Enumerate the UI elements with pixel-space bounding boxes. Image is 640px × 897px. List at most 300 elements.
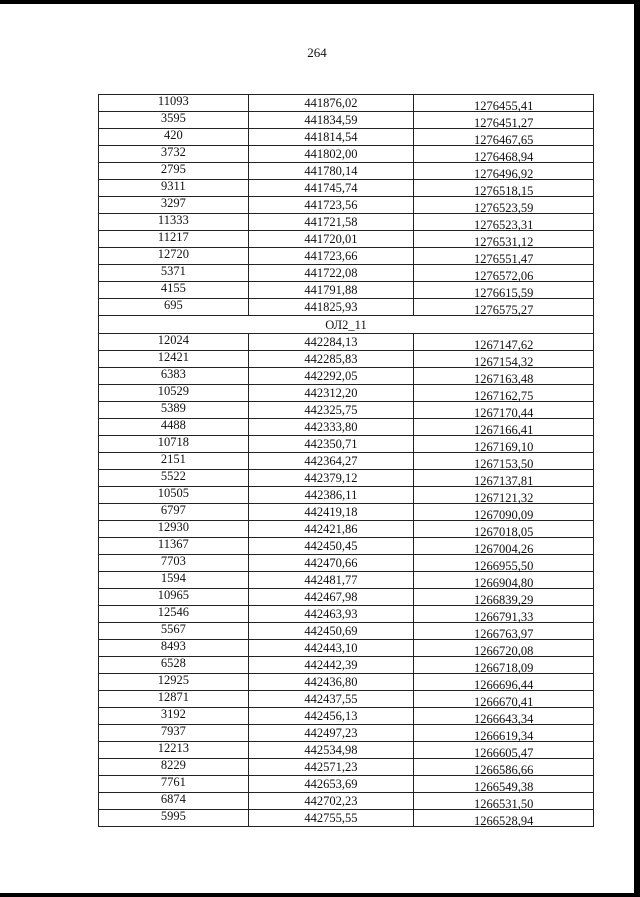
y-coordinate-cell <box>414 674 594 691</box>
cell-text: 1276575,27 <box>473 303 534 317</box>
cell-text: 1266718,09 <box>473 661 534 675</box>
point-id-cell <box>99 419 249 436</box>
x-coordinate-cell <box>248 504 414 521</box>
point-id-cell <box>99 793 249 810</box>
table-row <box>99 265 594 282</box>
point-id-cell <box>99 742 249 759</box>
point-id-cell <box>99 759 249 776</box>
y-coordinate-cell <box>414 129 594 146</box>
cell-text: 2795 <box>160 162 186 176</box>
cell-text: 441814,54 <box>304 130 358 144</box>
point-id-cell <box>99 197 249 214</box>
cell-text: 441791,88 <box>304 283 358 297</box>
x-coordinate-cell <box>248 453 414 470</box>
table-row <box>99 623 594 640</box>
x-coordinate-cell <box>248 334 414 351</box>
y-coordinate-cell <box>414 470 594 487</box>
cell-text: 7703 <box>160 554 186 568</box>
cell-text: 442755,55 <box>304 811 358 825</box>
y-coordinate-cell <box>414 521 594 538</box>
cell-text: 441722,08 <box>304 266 358 280</box>
cell-text: 11367 <box>157 537 189 551</box>
x-coordinate-cell <box>248 555 414 572</box>
point-id-cell <box>99 708 249 725</box>
x-coordinate-cell <box>248 691 414 708</box>
table-row <box>99 129 594 146</box>
y-coordinate-cell <box>414 776 594 793</box>
cell-text: 12213 <box>157 741 189 755</box>
cell-text: 695 <box>163 298 183 312</box>
y-coordinate-cell <box>414 793 594 810</box>
y-coordinate-cell <box>414 146 594 163</box>
point-id-cell <box>99 368 249 385</box>
cell-text: 4488 <box>160 418 186 432</box>
x-coordinate-cell <box>248 180 414 197</box>
y-coordinate-cell <box>414 555 594 572</box>
table-row <box>99 691 594 708</box>
cell-text: 1276531,12 <box>473 235 534 249</box>
x-coordinate-cell <box>248 640 414 657</box>
x-coordinate-cell <box>248 214 414 231</box>
table-row <box>99 112 594 129</box>
point-id-cell <box>99 691 249 708</box>
table-row <box>99 640 594 657</box>
cell-text: 1276468,94 <box>473 150 534 164</box>
cell-text: 1267163,48 <box>473 372 534 386</box>
cell-text: 1266670,41 <box>473 695 534 709</box>
y-coordinate-cell <box>414 810 594 827</box>
section-header-group <box>99 316 594 334</box>
y-coordinate-cell <box>414 436 594 453</box>
table-row <box>99 793 594 810</box>
page-number: 264 <box>307 45 327 60</box>
cell-text: 441802,00 <box>304 147 358 161</box>
cell-text: 442436,80 <box>304 675 358 689</box>
cell-text: 1267121,32 <box>473 491 534 505</box>
cell-text: 442421,86 <box>304 522 358 536</box>
point-id-cell <box>99 572 249 589</box>
point-id-cell <box>99 265 249 282</box>
cell-text: 12871 <box>157 690 189 704</box>
cell-text: 442702,23 <box>304 794 358 808</box>
point-id-cell <box>99 180 249 197</box>
y-coordinate-cell <box>414 197 594 214</box>
x-coordinate-cell <box>248 197 414 214</box>
cell-text: 11333 <box>157 213 189 227</box>
cell-text: 9311 <box>161 179 186 193</box>
y-coordinate-cell <box>414 163 594 180</box>
cell-text: 442481,77 <box>304 573 358 587</box>
y-coordinate-cell <box>414 368 594 385</box>
y-coordinate-cell <box>414 112 594 129</box>
x-coordinate-cell <box>248 708 414 725</box>
x-coordinate-cell <box>248 470 414 487</box>
section-header-row <box>99 316 594 334</box>
cell-text: 1267018,05 <box>473 525 534 539</box>
y-coordinate-cell <box>414 231 594 248</box>
y-coordinate-cell <box>414 487 594 504</box>
cell-text: 1267166,41 <box>473 423 534 437</box>
table-row <box>99 248 594 265</box>
x-coordinate-cell <box>248 95 414 112</box>
cell-text: 3297 <box>160 196 186 210</box>
point-id-cell <box>99 640 249 657</box>
coordinates-group-before <box>99 95 594 316</box>
x-coordinate-cell <box>248 419 414 436</box>
point-id-cell <box>99 606 249 623</box>
point-id-cell <box>99 112 249 129</box>
table-row <box>99 214 594 231</box>
cell-text: 442285,83 <box>304 352 358 366</box>
y-coordinate-cell <box>414 385 594 402</box>
cell-text: 1266643,34 <box>473 712 534 726</box>
x-coordinate-cell <box>248 163 414 180</box>
x-coordinate-cell <box>248 265 414 282</box>
cell-text: 1266839,29 <box>473 593 534 607</box>
table-row <box>99 708 594 725</box>
cell-text: 1267162,75 <box>473 389 534 403</box>
y-coordinate-cell <box>414 759 594 776</box>
cell-text: 6528 <box>160 656 186 670</box>
table-row <box>99 742 594 759</box>
table-row <box>99 776 594 793</box>
point-id-cell <box>99 146 249 163</box>
table-row <box>99 470 594 487</box>
cell-text: 1266791,33 <box>473 610 534 624</box>
cell-text: 3732 <box>160 145 186 159</box>
point-id-cell <box>99 810 249 827</box>
point-id-cell <box>99 334 249 351</box>
point-id-cell <box>99 487 249 504</box>
table-row <box>99 572 594 589</box>
cell-text: 1266528,94 <box>473 814 534 828</box>
table-row <box>99 725 594 742</box>
cell-text: 7937 <box>160 724 186 738</box>
point-id-cell <box>99 299 249 316</box>
cell-text: 1276455,41 <box>473 99 534 113</box>
point-id-cell <box>99 725 249 742</box>
table-row <box>99 555 594 572</box>
cell-text: 1276572,06 <box>473 269 534 283</box>
x-coordinate-cell <box>248 351 414 368</box>
table-row <box>99 299 594 316</box>
cell-text: 1276615,59 <box>473 286 534 300</box>
cell-text: 1276496,92 <box>473 167 534 181</box>
cell-text: 11217 <box>157 230 189 244</box>
cell-text: 442456,13 <box>304 709 358 723</box>
cell-text: 1594 <box>160 571 186 585</box>
table-row <box>99 334 594 351</box>
point-id-cell <box>99 214 249 231</box>
table-row <box>99 95 594 112</box>
table-row <box>99 419 594 436</box>
point-id-cell <box>99 282 249 299</box>
x-coordinate-cell <box>248 606 414 623</box>
table-row <box>99 657 594 674</box>
cell-text: 1266696,44 <box>473 678 534 692</box>
point-id-cell <box>99 674 249 691</box>
table-row <box>99 402 594 419</box>
x-coordinate-cell <box>248 521 414 538</box>
cell-text: 441723,56 <box>304 198 358 212</box>
x-coordinate-cell <box>248 742 414 759</box>
table-row <box>99 351 594 368</box>
point-id-cell <box>99 623 249 640</box>
cell-text: 441723,66 <box>304 249 358 263</box>
table-row <box>99 487 594 504</box>
point-id-cell <box>99 538 249 555</box>
y-coordinate-cell <box>414 95 594 112</box>
x-coordinate-cell <box>248 674 414 691</box>
y-coordinate-cell <box>414 572 594 589</box>
y-coordinate-cell <box>414 282 594 299</box>
cell-text: 3192 <box>160 707 186 721</box>
cell-text: 12024 <box>157 333 189 347</box>
cell-text: 10718 <box>157 435 189 449</box>
cell-text: 442333,80 <box>304 420 358 434</box>
y-coordinate-cell <box>414 265 594 282</box>
x-coordinate-cell <box>248 112 414 129</box>
point-id-cell <box>99 402 249 419</box>
cell-text: 1267090,09 <box>473 508 534 522</box>
table-row <box>99 453 594 470</box>
cell-text: 442450,45 <box>304 539 358 553</box>
coordinates-table <box>98 94 594 827</box>
point-id-cell <box>99 248 249 265</box>
cell-text: 1267147,62 <box>473 338 534 352</box>
cell-text: 8493 <box>160 639 186 653</box>
section-title: ОЛ2_11 <box>99 316 594 334</box>
x-coordinate-cell <box>248 436 414 453</box>
cell-text: 5371 <box>160 264 186 278</box>
cell-text: 441721,58 <box>304 215 358 229</box>
cell-text: 442419,18 <box>304 505 358 519</box>
cell-text: 441780,14 <box>304 164 358 178</box>
point-id-cell <box>99 385 249 402</box>
point-id-cell <box>99 470 249 487</box>
cell-text: 441745,74 <box>304 181 358 195</box>
cell-text: 2151 <box>160 452 186 466</box>
cell-text: 442379,12 <box>304 471 358 485</box>
table-row <box>99 282 594 299</box>
cell-text: 3595 <box>160 111 186 125</box>
cell-text: 1266549,38 <box>473 780 534 794</box>
table-row <box>99 146 594 163</box>
y-coordinate-cell <box>414 248 594 265</box>
x-coordinate-cell <box>248 299 414 316</box>
x-coordinate-cell <box>248 725 414 742</box>
table-row <box>99 674 594 691</box>
x-coordinate-cell <box>248 368 414 385</box>
x-coordinate-cell <box>248 793 414 810</box>
point-id-cell <box>99 351 249 368</box>
y-coordinate-cell <box>414 504 594 521</box>
y-coordinate-cell <box>414 691 594 708</box>
y-coordinate-cell <box>414 214 594 231</box>
table-row <box>99 385 594 402</box>
cell-text: 441825,93 <box>304 300 358 314</box>
cell-text: 5567 <box>160 622 186 636</box>
cell-text: 11093 <box>157 94 189 108</box>
x-coordinate-cell <box>248 657 414 674</box>
x-coordinate-cell <box>248 487 414 504</box>
cell-text: 1276518,15 <box>473 184 534 198</box>
document-page <box>0 4 634 893</box>
cell-text: 442470,66 <box>304 556 358 570</box>
cell-text: 12421 <box>157 350 189 364</box>
cell-text: 1266904,80 <box>473 576 534 590</box>
point-id-cell <box>99 453 249 470</box>
table-row <box>99 436 594 453</box>
cell-text: 442284,13 <box>304 335 358 349</box>
cell-text: 442443,10 <box>304 641 358 655</box>
cell-text: 5995 <box>160 809 186 823</box>
y-coordinate-cell <box>414 538 594 555</box>
x-coordinate-cell <box>248 810 414 827</box>
point-id-cell <box>99 231 249 248</box>
y-coordinate-cell <box>414 180 594 197</box>
point-id-cell <box>99 589 249 606</box>
y-coordinate-cell <box>414 334 594 351</box>
cell-text: 10505 <box>157 486 189 500</box>
cell-text: 10529 <box>157 384 189 398</box>
cell-text: 1267137,81 <box>473 474 534 488</box>
cell-text: 442437,55 <box>304 692 358 706</box>
cell-text: 12720 <box>157 247 189 261</box>
cell-text: 12930 <box>157 520 189 534</box>
cell-text: 5389 <box>160 401 186 415</box>
y-coordinate-cell <box>414 402 594 419</box>
cell-text: 1267169,10 <box>473 440 534 454</box>
cell-text: 442463,93 <box>304 607 358 621</box>
x-coordinate-cell <box>248 759 414 776</box>
cell-text: 442386,11 <box>304 488 358 502</box>
cell-text: 1267154,32 <box>473 355 534 369</box>
cell-text: 420 <box>163 128 183 142</box>
y-coordinate-cell <box>414 351 594 368</box>
x-coordinate-cell <box>248 402 414 419</box>
cell-text: 8229 <box>160 758 186 772</box>
cell-text: 442364,27 <box>304 454 358 468</box>
cell-text: 1276467,65 <box>473 133 534 147</box>
cell-text: 7761 <box>160 775 186 789</box>
y-coordinate-cell <box>414 708 594 725</box>
table-row <box>99 589 594 606</box>
table-row <box>99 521 594 538</box>
cell-text: 1276551,47 <box>473 252 534 266</box>
cell-text: 442325,75 <box>304 403 358 417</box>
x-coordinate-cell <box>248 623 414 640</box>
cell-text: 1276451,27 <box>473 116 534 130</box>
x-coordinate-cell <box>248 146 414 163</box>
table-row <box>99 538 594 555</box>
x-coordinate-cell <box>248 248 414 265</box>
table-row <box>99 180 594 197</box>
x-coordinate-cell <box>248 129 414 146</box>
y-coordinate-cell <box>414 606 594 623</box>
x-coordinate-cell <box>248 282 414 299</box>
cell-text: 442312,20 <box>304 386 358 400</box>
point-id-cell <box>99 436 249 453</box>
cell-text: 1266531,50 <box>473 797 534 811</box>
cell-text: 1266605,47 <box>473 746 534 760</box>
point-id-cell <box>99 95 249 112</box>
cell-text: 442467,98 <box>304 590 358 604</box>
point-id-cell <box>99 504 249 521</box>
cell-text: 442450,69 <box>304 624 358 638</box>
y-coordinate-cell <box>414 623 594 640</box>
cell-text: 4155 <box>160 281 186 295</box>
cell-text: 442350,71 <box>304 437 358 451</box>
table-row <box>99 163 594 180</box>
point-id-cell <box>99 657 249 674</box>
cell-text: 1266720,08 <box>473 644 534 658</box>
cell-text: 6383 <box>160 367 186 381</box>
cell-text: 442442,39 <box>304 658 358 672</box>
x-coordinate-cell <box>248 385 414 402</box>
point-id-cell <box>99 776 249 793</box>
x-coordinate-cell <box>248 538 414 555</box>
point-id-cell <box>99 129 249 146</box>
table-row <box>99 606 594 623</box>
point-id-cell <box>99 555 249 572</box>
cell-text: 1266586,66 <box>473 763 534 777</box>
cell-text: 442653,69 <box>304 777 358 791</box>
point-id-cell <box>99 163 249 180</box>
x-coordinate-cell <box>248 776 414 793</box>
x-coordinate-cell <box>248 231 414 248</box>
y-coordinate-cell <box>414 589 594 606</box>
table-row <box>99 504 594 521</box>
table-row <box>99 197 594 214</box>
table-row <box>99 810 594 827</box>
cell-text: 1267004,26 <box>473 542 534 556</box>
y-coordinate-cell <box>414 725 594 742</box>
y-coordinate-cell <box>414 299 594 316</box>
cell-text: 10965 <box>157 588 189 602</box>
y-coordinate-cell <box>414 640 594 657</box>
cell-text: 441834,59 <box>304 113 358 127</box>
cell-text: 1266763,97 <box>473 627 534 641</box>
cell-text: 12925 <box>157 673 189 687</box>
cell-text: 442292,05 <box>304 369 358 383</box>
y-coordinate-cell <box>414 742 594 759</box>
x-coordinate-cell <box>248 572 414 589</box>
y-coordinate-cell <box>414 453 594 470</box>
cell-text: 441720,01 <box>304 232 358 246</box>
cell-text: 1266619,34 <box>473 729 534 743</box>
cell-text: 442497,23 <box>304 726 358 740</box>
cell-text: 6797 <box>160 503 186 517</box>
cell-text: 1276523,31 <box>473 218 534 232</box>
cell-text: 1266955,50 <box>473 559 534 573</box>
table-row <box>99 231 594 248</box>
cell-text: 5522 <box>160 469 186 483</box>
point-id-cell <box>99 521 249 538</box>
cell-text: 1276523,59 <box>473 201 534 215</box>
y-coordinate-cell <box>414 419 594 436</box>
cell-text: 12546 <box>157 605 189 619</box>
table-row <box>99 368 594 385</box>
cell-text: 6874 <box>160 792 186 806</box>
y-coordinate-cell <box>414 657 594 674</box>
cell-text: 1267153,50 <box>473 457 534 471</box>
coordinates-group-after <box>99 334 594 827</box>
cell-text: 441876,02 <box>304 96 358 110</box>
x-coordinate-cell <box>248 589 414 606</box>
cell-text: 442571,23 <box>304 760 358 774</box>
table-row <box>99 759 594 776</box>
